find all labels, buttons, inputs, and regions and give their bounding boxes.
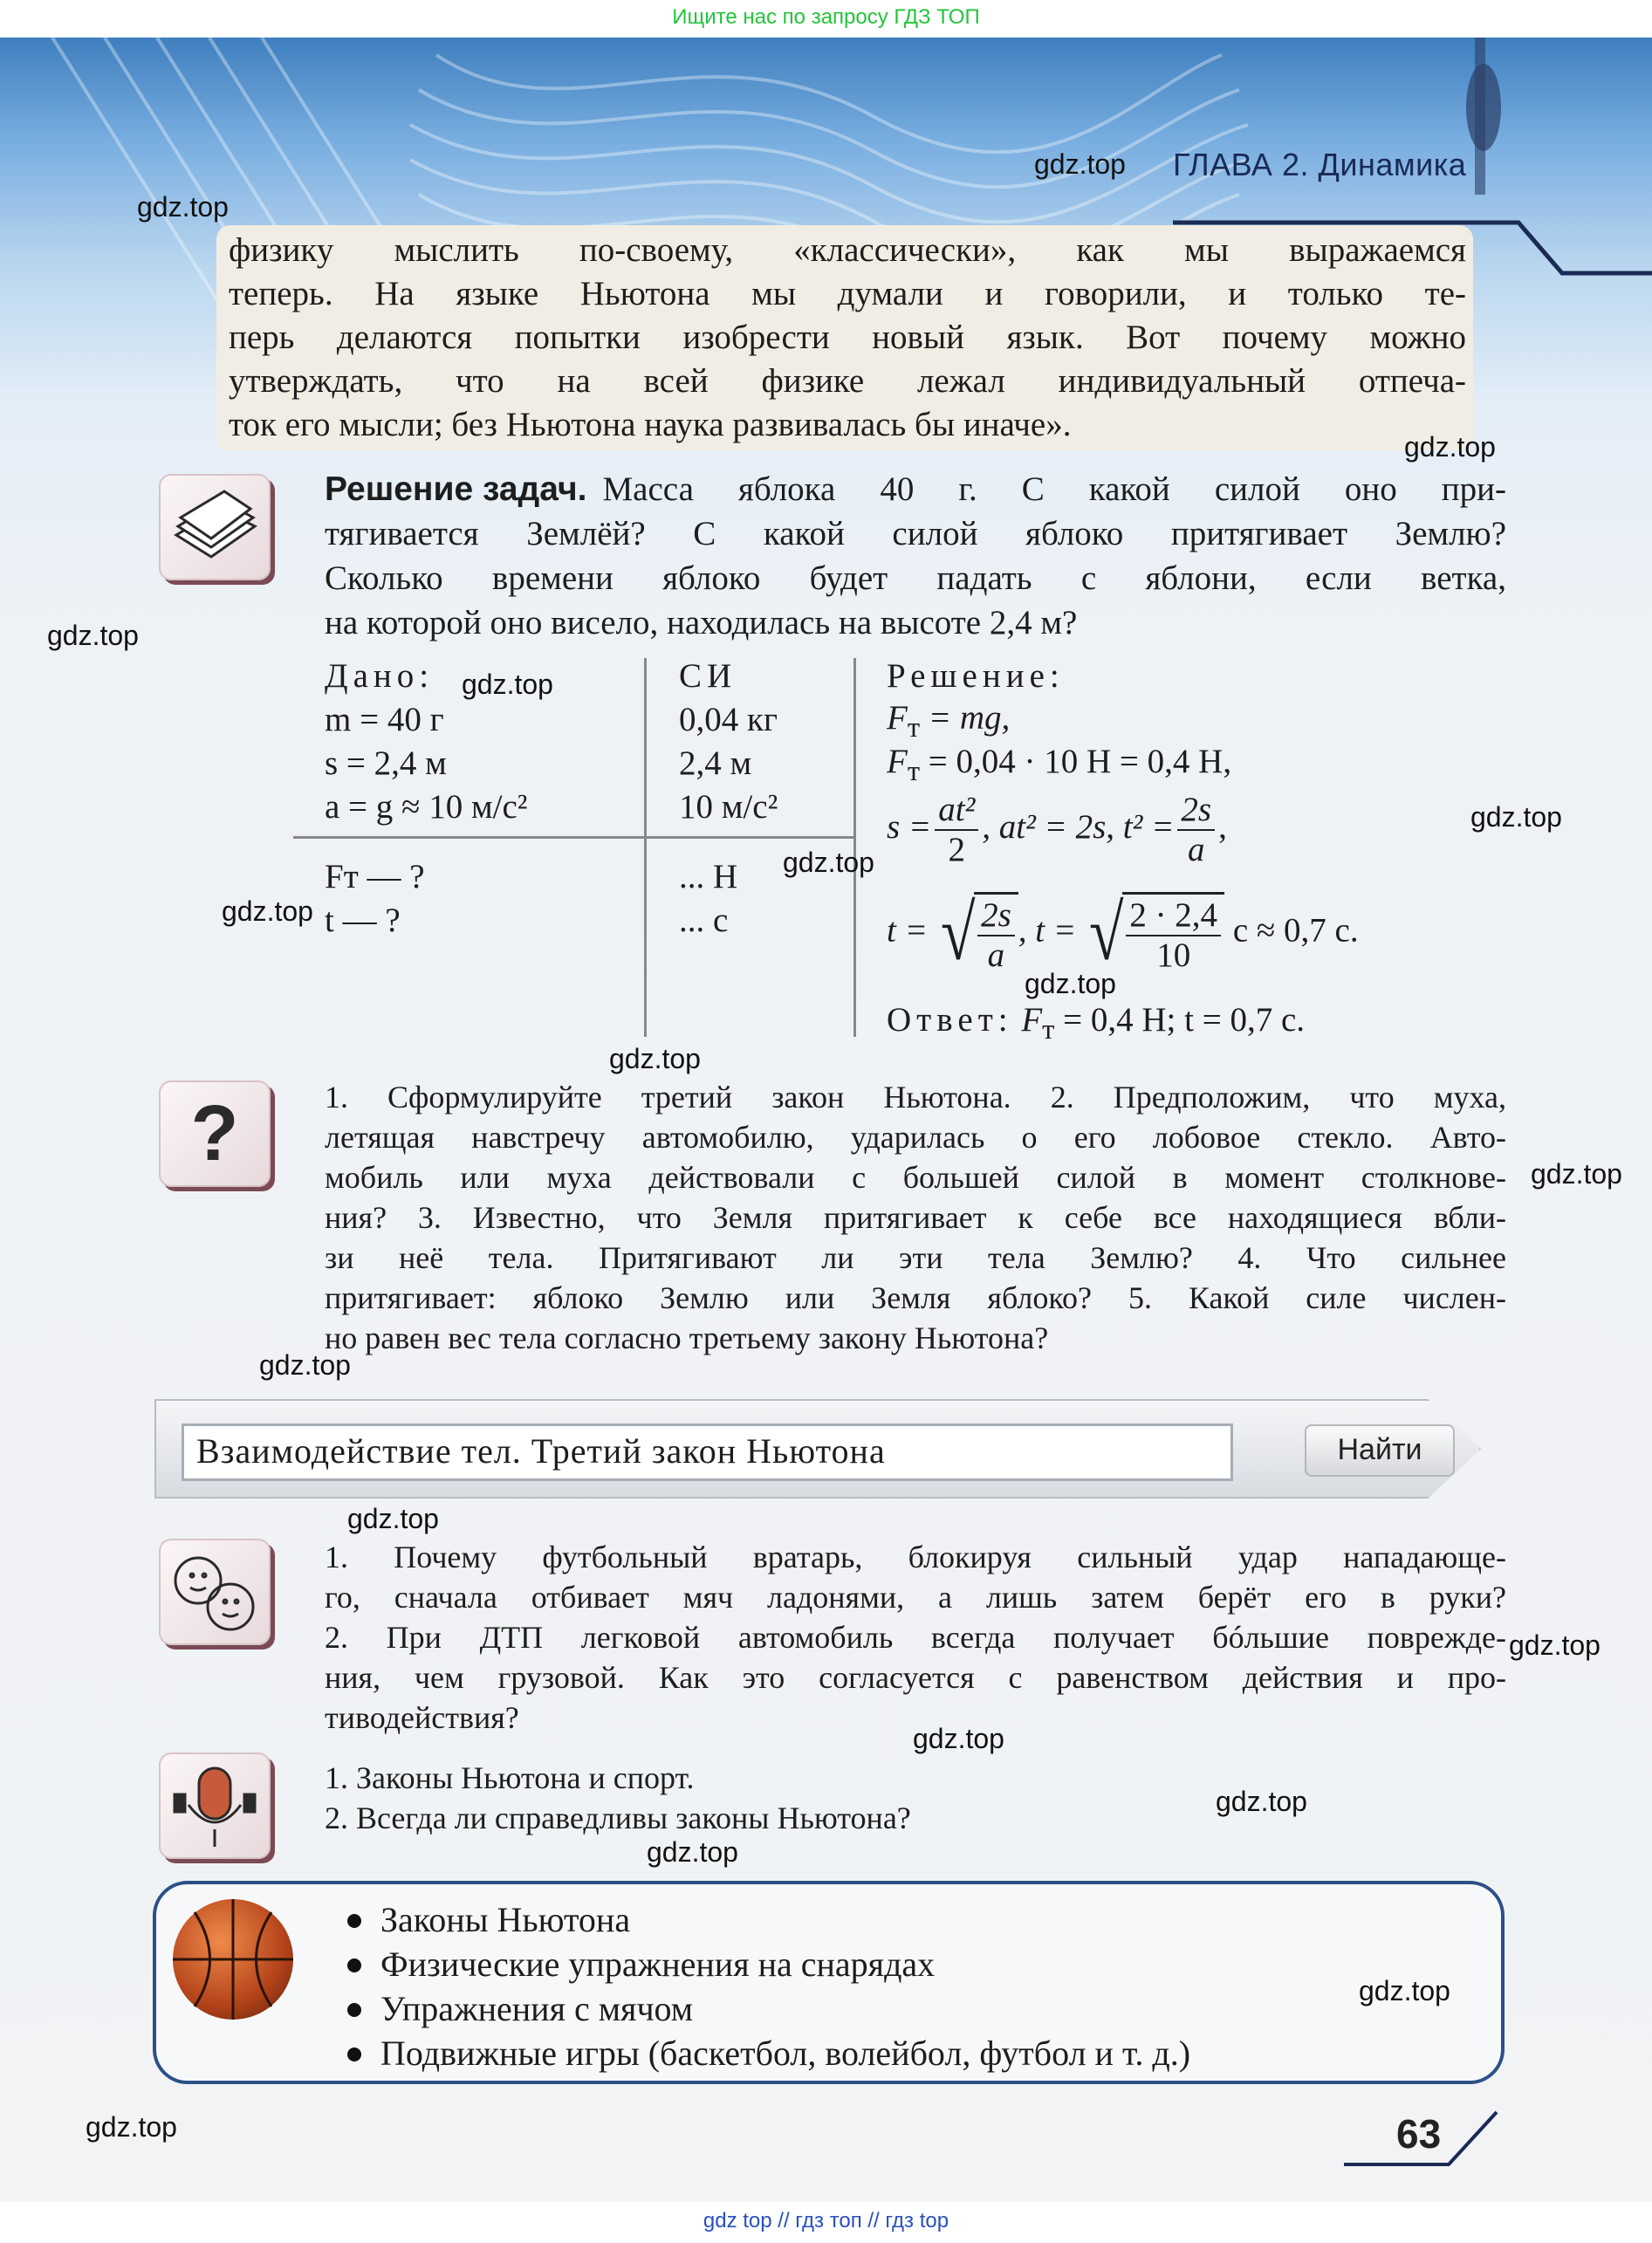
si-unit: ... с bbox=[679, 902, 729, 939]
table-divider bbox=[644, 658, 647, 1037]
watermark: gdz.top bbox=[259, 1349, 351, 1381]
bullet bbox=[347, 2048, 361, 2061]
problem-line: на которой оно висело, находилась на высоте 2,4 м? bbox=[325, 604, 1078, 641]
quote-line: ток его мысли; без Ньютона наука развивалась бы иначе». bbox=[229, 406, 1072, 443]
watermark: gdz.top bbox=[1034, 148, 1126, 180]
answer: Ответ: $F_т = 0,4$ Н; t = 0,7 с. bbox=[887, 1001, 1306, 1046]
topic-line: 1. Законы Ньютона и спорт. bbox=[325, 1760, 695, 1795]
watermark: gdz.top bbox=[137, 191, 229, 223]
problem-line: Сколько времени яблоко будет падать с яблони, если ветка, bbox=[325, 559, 1506, 597]
solution-formula-t: t = √ $\frac{2s}{a}$ , t = √ $\frac{2 \cdot 2,4}{10}$ с ≈ 0,7 с. bbox=[887, 889, 1359, 977]
footer-links: gdz top // гдз топ // гдз top bbox=[0, 2202, 1652, 2243]
faces-icon bbox=[159, 1539, 271, 1645]
given-value: s = 2,4 м bbox=[325, 744, 447, 782]
quote-line: физику мыслить по-своему, «классически», как мы выражаемся bbox=[229, 231, 1466, 269]
solution-line: $F_т$ = mg, bbox=[887, 699, 1011, 744]
page-number: 63 bbox=[1396, 2111, 1442, 2157]
watermark: gdz.top bbox=[1470, 801, 1562, 833]
watermark: gdz.top bbox=[913, 1723, 1004, 1754]
watermark: gdz.top bbox=[347, 1503, 439, 1534]
watermark: gdz.top bbox=[1359, 1975, 1450, 2006]
find-value: t — ? bbox=[325, 902, 401, 939]
microphone-icon bbox=[159, 1753, 271, 1859]
chapter-title: ГЛАВА 2. Динамика bbox=[1173, 147, 1467, 182]
question-line: ния? 3. Известно, что Земля притягивает к себе все находящиеся вбли- bbox=[325, 1200, 1506, 1235]
given-value: m = 40 г bbox=[325, 701, 444, 738]
project-item: Законы Ньютона bbox=[380, 1900, 631, 1939]
papers-icon bbox=[159, 474, 271, 580]
watermark: gdz.top bbox=[1531, 1158, 1622, 1190]
given-value: a = g ≈ 10 м/с² bbox=[325, 788, 528, 826]
discussion-line: 1. Почему футбольный вратарь, блокируя сильный удар нападающе- bbox=[325, 1540, 1506, 1574]
project-item: Подвижные игры (баскетбол, волейбол, футбол и т. д.) bbox=[380, 2034, 1191, 2073]
watermark: gdz.top bbox=[222, 895, 313, 927]
solution-line: $F_т = 0,04 \cdot 10$ Н = 0,4 Н, bbox=[887, 743, 1232, 787]
question-mark-icon: ? bbox=[159, 1080, 271, 1187]
question-line: но равен вес тела согласно третьему закону Ньютона? bbox=[325, 1320, 1049, 1355]
problem-line: тягивается Землёй? С какой силой яблоко притягивает Землю? bbox=[325, 515, 1506, 552]
watermark: gdz.top bbox=[462, 669, 553, 700]
discussion-line: тиводействия? bbox=[325, 1700, 519, 1735]
watermark: gdz.top bbox=[609, 1043, 701, 1074]
quote-line: перь делаются попытки изобрести новый язык. Вот почему можно bbox=[229, 319, 1466, 356]
project-item: Физические упражнения на снарядах bbox=[380, 1945, 936, 1984]
watermark: gdz.top bbox=[1216, 1786, 1307, 1817]
project-item: Упражнения с мячом bbox=[380, 1989, 694, 2028]
table-divider bbox=[293, 836, 853, 839]
page-number-line bbox=[1344, 2095, 1518, 2182]
watermark: gdz.top bbox=[47, 620, 139, 651]
solution-formula-s: s = $\frac{\text{at²}}{2}$ , at² = 2s, t² = $\frac{2s}{a}$ , bbox=[887, 791, 1227, 868]
discussion-line: го, сначала отбивает мяч ладонями, а лишь затем берёт его в руки? bbox=[325, 1580, 1506, 1615]
discussion-line: ния, чем грузовой. Как это согласуется с равенством действия и про- bbox=[325, 1660, 1506, 1695]
basketball-icon bbox=[173, 1899, 293, 2020]
question-line: летящая навстречу автомобилю, ударилась о его лобовое стекло. Авто- bbox=[325, 1120, 1506, 1155]
search-button[interactable]: Найти bbox=[1305, 1424, 1455, 1477]
si-unit: ... Н bbox=[679, 858, 738, 895]
si-value: 0,04 кг bbox=[679, 701, 778, 738]
si-value: 10 м/с² bbox=[679, 788, 778, 826]
bullet bbox=[347, 2003, 361, 2017]
bullet bbox=[347, 1958, 361, 1972]
watermark: gdz.top bbox=[86, 2111, 177, 2143]
question-line: мобиль или муха действовали с большей силой в момент столкнове- bbox=[325, 1160, 1506, 1195]
topic-line: 2. Всегда ли справедливы законы Ньютона? bbox=[325, 1801, 911, 1835]
si-value: 2,4 м bbox=[679, 744, 752, 782]
bullet bbox=[347, 1914, 361, 1928]
quote-line: теперь. На языке Ньютона мы думали и говорили, и только те- bbox=[229, 275, 1466, 312]
problem-text: Масса яблока 40 г. С какой силой оно при- bbox=[602, 470, 1506, 508]
search-input[interactable]: Взаимодействие тел. Третий закон Ньютона bbox=[182, 1423, 1233, 1481]
question-line: притягивает: яблоко Землю или Земля яблоко? 5. Какой силе числен- bbox=[325, 1280, 1506, 1315]
given-header: Дано: bbox=[325, 657, 435, 695]
watermark: gdz.top bbox=[1025, 968, 1116, 999]
question-line: зи неё тела. Притягивают ли эти тела Землю? 4. Что сильнее bbox=[325, 1240, 1506, 1275]
watermark: gdz.top bbox=[783, 847, 874, 878]
discussion-line: 2. При ДТП легковой автомобиль всегда получает бóльшие поврежде- bbox=[325, 1620, 1506, 1655]
watermark: gdz.top bbox=[647, 1836, 738, 1868]
find-value: Fт — ? bbox=[325, 858, 425, 895]
si-header: СИ bbox=[679, 657, 737, 695]
problem-first-line bbox=[325, 468, 1506, 511]
watermark: gdz.top bbox=[1509, 1629, 1601, 1661]
quote-line: утверждать, что на всей физике лежал индивидуальный отпеча- bbox=[229, 362, 1466, 400]
problem-label: Решение задач. bbox=[325, 470, 587, 508]
solution-header: Решение: bbox=[887, 657, 1065, 695]
question-line: 1. Сформулируйте третий закон Ньютона. 2. Предположим, что муха, bbox=[325, 1080, 1506, 1115]
watermark: gdz.top bbox=[1404, 431, 1496, 463]
top-banner: Ищите нас по запросу ГДЗ ТОП bbox=[0, 0, 1652, 38]
